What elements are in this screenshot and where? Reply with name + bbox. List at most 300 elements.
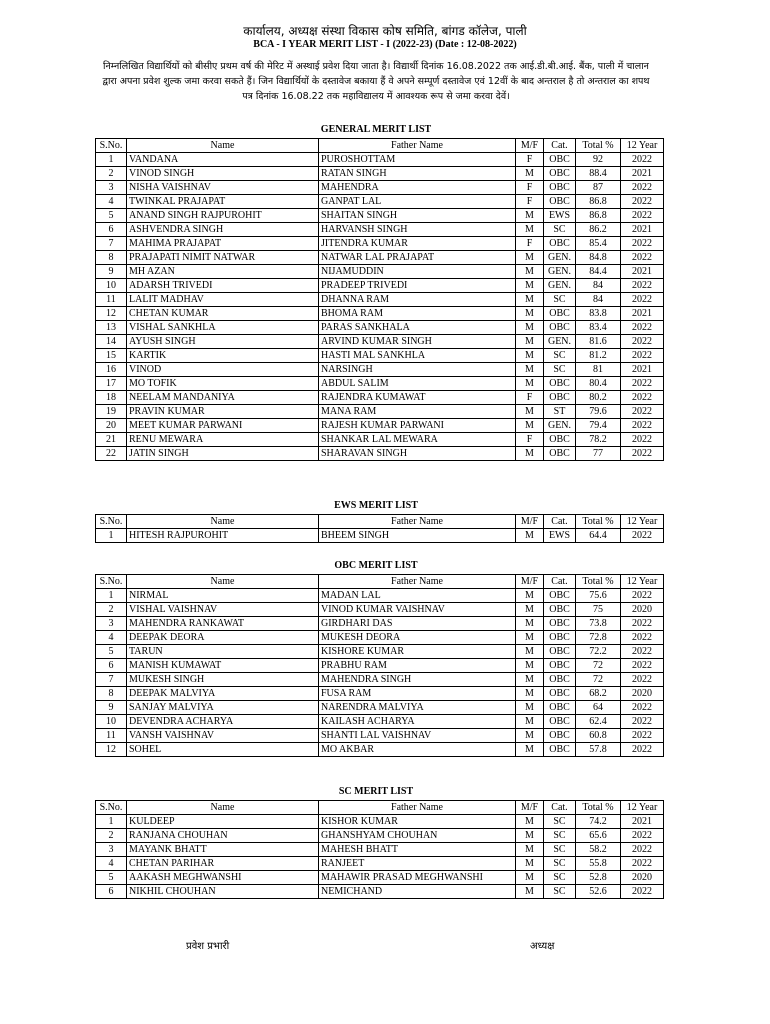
cell-category: SC (544, 857, 576, 871)
column-header-name: Name (127, 575, 319, 589)
table-row (96, 363, 664, 377)
cell-passing-year: 2022 (621, 715, 664, 729)
cell-passing-year: 2022 (621, 405, 664, 419)
cell-sno: 4 (96, 857, 127, 871)
table-row (96, 419, 664, 433)
cell-sno: 7 (96, 673, 127, 687)
cell-name: ASHVENDRA SINGH (127, 223, 319, 237)
column-header-category: Cat. (544, 139, 576, 153)
column-header-gender: M/F (516, 575, 544, 589)
cell-father-name: BHOMA RAM (319, 307, 516, 321)
cell-passing-year: 2022 (621, 321, 664, 335)
cell-category: OBC (544, 589, 576, 603)
cell-category: OBC (544, 687, 576, 701)
cell-name: MAYANK BHATT (127, 843, 319, 857)
cell-gender: M (516, 321, 544, 335)
cell-name: TWINKAL PRAJAPAT (127, 195, 319, 209)
cell-sno: 3 (96, 843, 127, 857)
table-row (96, 659, 664, 673)
cell-name: SOHEL (127, 743, 319, 757)
cell-gender: M (516, 603, 544, 617)
merit-table (95, 800, 664, 899)
cell-gender: M (516, 645, 544, 659)
table-row (96, 335, 664, 349)
cell-father-name: RAJENDRA KUMAWAT (319, 391, 516, 405)
cell-sno: 9 (96, 701, 127, 715)
column-header-gender: M/F (516, 801, 544, 815)
cell-name: AYUSH SINGH (127, 335, 319, 349)
cell-gender: M (516, 589, 544, 603)
cell-category: OBC (544, 167, 576, 181)
table-row (96, 743, 664, 757)
cell-gender: M (516, 871, 544, 885)
table-row (96, 405, 664, 419)
table-row (96, 377, 664, 391)
cell-category: OBC (544, 181, 576, 195)
cell-gender: M (516, 701, 544, 715)
cell-passing-year: 2022 (621, 843, 664, 857)
cell-sno: 5 (96, 645, 127, 659)
cell-sno: 8 (96, 687, 127, 701)
cell-sno: 5 (96, 871, 127, 885)
cell-name: MUKESH SINGH (127, 673, 319, 687)
cell-passing-year: 2020 (621, 603, 664, 617)
cell-total-percent: 52.6 (576, 885, 621, 899)
section-title: EWS MERIT LIST (334, 500, 418, 511)
cell-category: OBC (544, 321, 576, 335)
cell-passing-year: 2022 (621, 237, 664, 251)
cell-passing-year: 2021 (621, 265, 664, 279)
table-row (96, 181, 664, 195)
cell-name: MO TOFIK (127, 377, 319, 391)
cell-passing-year: 2022 (621, 181, 664, 195)
table-row (96, 645, 664, 659)
table-row (96, 167, 664, 181)
cell-sno: 6 (96, 659, 127, 673)
cell-name: CHETAN PARIHAR (127, 857, 319, 871)
cell-name: RANJANA CHOUHAN (127, 829, 319, 843)
cell-name: NEELAM MANDANIYA (127, 391, 319, 405)
cell-sno: 17 (96, 377, 127, 391)
cell-father-name: DHANNA RAM (319, 293, 516, 307)
cell-category: OBC (544, 391, 576, 405)
column-header-sno: S.No. (96, 575, 127, 589)
cell-father-name: GHANSHYAM CHOUHAN (319, 829, 516, 843)
cell-passing-year: 2022 (621, 391, 664, 405)
cell-category: GEN. (544, 265, 576, 279)
cell-father-name: FUSA RAM (319, 687, 516, 701)
cell-name: VINOD SINGH (127, 167, 319, 181)
cell-name: LALIT MADHAV (127, 293, 319, 307)
cell-total-percent: 88.4 (576, 167, 621, 181)
table-row (96, 223, 664, 237)
cell-passing-year: 2021 (621, 363, 664, 377)
cell-category: GEN. (544, 419, 576, 433)
cell-name: NIRMAL (127, 589, 319, 603)
cell-gender: M (516, 209, 544, 223)
cell-sno: 9 (96, 265, 127, 279)
cell-category: SC (544, 885, 576, 899)
cell-passing-year: 2022 (621, 829, 664, 843)
cell-sno: 15 (96, 349, 127, 363)
cell-sno: 22 (96, 447, 127, 461)
cell-total-percent: 77 (576, 447, 621, 461)
cell-total-percent: 79.4 (576, 419, 621, 433)
cell-total-percent: 81 (576, 363, 621, 377)
cell-category: OBC (544, 153, 576, 167)
table-row (96, 715, 664, 729)
table-header-row (96, 575, 664, 589)
cell-total-percent: 65.6 (576, 829, 621, 843)
cell-total-percent: 68.2 (576, 687, 621, 701)
cell-total-percent: 81.2 (576, 349, 621, 363)
table-header-row (96, 515, 664, 529)
cell-sno: 6 (96, 223, 127, 237)
cell-name: VISHAL SANKHLA (127, 321, 319, 335)
cell-father-name: NARSINGH (319, 363, 516, 377)
column-header-category: Cat. (544, 801, 576, 815)
cell-sno: 4 (96, 195, 127, 209)
cell-name: MEET KUMAR PARWANI (127, 419, 319, 433)
cell-name: ADARSH TRIVEDI (127, 279, 319, 293)
cell-name: DEVENDRA ACHARYA (127, 715, 319, 729)
cell-category: GEN. (544, 335, 576, 349)
cell-total-percent: 73.8 (576, 617, 621, 631)
section-title: GENERAL MERIT LIST (320, 124, 432, 135)
column-header-sno: S.No. (96, 801, 127, 815)
cell-passing-year: 2022 (621, 617, 664, 631)
table-row (96, 617, 664, 631)
cell-gender: M (516, 405, 544, 419)
cell-total-percent: 75 (576, 603, 621, 617)
cell-gender: M (516, 363, 544, 377)
column-header-passing-year: 12 Year (621, 801, 664, 815)
cell-passing-year: 2021 (621, 167, 664, 181)
cell-sno: 14 (96, 335, 127, 349)
cell-category: SC (544, 293, 576, 307)
cell-father-name: SHARAVAN SINGH (319, 447, 516, 461)
cell-sno: 10 (96, 279, 127, 293)
cell-sno: 1 (96, 589, 127, 603)
cell-father-name: SHANTI LAL VAISHNAV (319, 729, 516, 743)
cell-gender: M (516, 265, 544, 279)
table-row (96, 885, 664, 899)
cell-passing-year: 2022 (621, 447, 664, 461)
cell-name: SANJAY MALVIYA (127, 701, 319, 715)
cell-sno: 10 (96, 715, 127, 729)
cell-total-percent: 84.4 (576, 265, 621, 279)
cell-father-name: MAHESH BHATT (319, 843, 516, 857)
cell-father-name: MUKESH DEORA (319, 631, 516, 645)
merit-table (95, 574, 664, 757)
table-row (96, 829, 664, 843)
cell-gender: F (516, 391, 544, 405)
cell-category: OBC (544, 645, 576, 659)
cell-sno: 6 (96, 885, 127, 899)
cell-total-percent: 78.2 (576, 433, 621, 447)
cell-gender: F (516, 237, 544, 251)
cell-passing-year: 2020 (621, 871, 664, 885)
cell-name: VINOD (127, 363, 319, 377)
table-row (96, 209, 664, 223)
cell-gender: M (516, 279, 544, 293)
cell-total-percent: 92 (576, 153, 621, 167)
cell-gender: M (516, 843, 544, 857)
cell-total-percent: 87 (576, 181, 621, 195)
cell-passing-year: 2020 (621, 687, 664, 701)
cell-sno: 11 (96, 729, 127, 743)
cell-father-name: RANJEET (319, 857, 516, 871)
table-row (96, 195, 664, 209)
cell-category: OBC (544, 237, 576, 251)
cell-father-name: MADAN LAL (319, 589, 516, 603)
cell-total-percent: 57.8 (576, 743, 621, 757)
cell-passing-year: 2022 (621, 659, 664, 673)
cell-category: OBC (544, 617, 576, 631)
cell-passing-year: 2022 (621, 589, 664, 603)
table-row (96, 631, 664, 645)
cell-father-name: ABDUL SALIM (319, 377, 516, 391)
cell-category: OBC (544, 377, 576, 391)
cell-passing-year: 2022 (621, 349, 664, 363)
office-title: कार्यालय, अध्यक्ष संस्था विकास कोष समिति, बांगड कॉलेज, पाली (243, 24, 527, 38)
cell-total-percent: 64.4 (576, 529, 621, 543)
cell-total-percent: 72 (576, 673, 621, 687)
cell-passing-year: 2022 (621, 209, 664, 223)
cell-gender: M (516, 167, 544, 181)
cell-total-percent: 84 (576, 279, 621, 293)
column-header-father-name: Father Name (319, 139, 516, 153)
cell-passing-year: 2022 (621, 377, 664, 391)
cell-sno: 8 (96, 251, 127, 265)
cell-father-name: MAHENDRA (319, 181, 516, 195)
cell-father-name: MANA RAM (319, 405, 516, 419)
table-row (96, 265, 664, 279)
cell-passing-year: 2022 (621, 885, 664, 899)
cell-name: PRAJAPATI NIMIT NATWAR (127, 251, 319, 265)
cell-sno: 2 (96, 167, 127, 181)
cell-sno: 4 (96, 631, 127, 645)
table-row (96, 293, 664, 307)
column-header-total-percent: Total % (576, 575, 621, 589)
cell-gender: M (516, 307, 544, 321)
cell-name: KARTIK (127, 349, 319, 363)
cell-father-name: NARENDRA MALVIYA (319, 701, 516, 715)
cell-sno: 3 (96, 617, 127, 631)
cell-father-name: HARVANSH SINGH (319, 223, 516, 237)
cell-name: MH AZAN (127, 265, 319, 279)
cell-gender: M (516, 659, 544, 673)
cell-name: DEEPAK DEORA (127, 631, 319, 645)
cell-sno: 12 (96, 307, 127, 321)
cell-father-name: MO AKBAR (319, 743, 516, 757)
cell-father-name: KAILASH ACHARYA (319, 715, 516, 729)
cell-total-percent: 62.4 (576, 715, 621, 729)
cell-sno: 20 (96, 419, 127, 433)
cell-category: GEN. (544, 251, 576, 265)
cell-name: CHETAN KUMAR (127, 307, 319, 321)
cell-passing-year: 2021 (621, 223, 664, 237)
table-row (96, 321, 664, 335)
column-header-sno: S.No. (96, 139, 127, 153)
table-row (96, 603, 664, 617)
cell-passing-year: 2022 (621, 251, 664, 265)
column-header-name: Name (127, 515, 319, 529)
column-header-sno: S.No. (96, 515, 127, 529)
cell-father-name: RAJESH KUMAR PARWANI (319, 419, 516, 433)
table-row (96, 673, 664, 687)
cell-total-percent: 74.2 (576, 815, 621, 829)
cell-category: OBC (544, 729, 576, 743)
column-header-passing-year: 12 Year (621, 575, 664, 589)
cell-gender: M (516, 829, 544, 843)
cell-gender: M (516, 815, 544, 829)
cell-passing-year: 2021 (621, 307, 664, 321)
merit-table (95, 138, 664, 461)
column-header-total-percent: Total % (576, 515, 621, 529)
column-header-total-percent: Total % (576, 801, 621, 815)
cell-gender: M (516, 631, 544, 645)
cell-category: SC (544, 815, 576, 829)
cell-sno: 12 (96, 743, 127, 757)
cell-name: JATIN SINGH (127, 447, 319, 461)
cell-father-name: RATAN SINGH (319, 167, 516, 181)
cell-total-percent: 75.6 (576, 589, 621, 603)
cell-father-name: NIJAMUDDIN (319, 265, 516, 279)
cell-father-name: MAHENDRA SINGH (319, 673, 516, 687)
cell-gender: M (516, 349, 544, 363)
cell-sno: 16 (96, 363, 127, 377)
cell-name: VANSH VAISHNAV (127, 729, 319, 743)
cell-name: MAHIMA PRAJAPAT (127, 237, 319, 251)
column-header-total-percent: Total % (576, 139, 621, 153)
column-header-father-name: Father Name (319, 515, 516, 529)
cell-father-name: MAHAWIR PRASAD MEGHWANSHI (319, 871, 516, 885)
cell-total-percent: 83.8 (576, 307, 621, 321)
cell-father-name: BHEEM SINGH (319, 529, 516, 543)
cell-total-percent: 55.8 (576, 857, 621, 871)
cell-name: MAHENDRA RANKAWAT (127, 617, 319, 631)
cell-total-percent: 79.6 (576, 405, 621, 419)
cell-passing-year: 2022 (621, 701, 664, 715)
cell-category: OBC (544, 631, 576, 645)
cell-father-name: ARVIND KUMAR SINGH (319, 335, 516, 349)
table-row (96, 279, 664, 293)
table-row (96, 349, 664, 363)
cell-sno: 11 (96, 293, 127, 307)
column-header-category: Cat. (544, 575, 576, 589)
cell-total-percent: 83.4 (576, 321, 621, 335)
table-row (96, 529, 664, 543)
table-row (96, 307, 664, 321)
table-header-row (96, 801, 664, 815)
cell-name: HITESH RAJPUROHIT (127, 529, 319, 543)
cell-category: OBC (544, 701, 576, 715)
cell-father-name: KISHORE KUMAR (319, 645, 516, 659)
cell-passing-year: 2022 (621, 631, 664, 645)
cell-name: TARUN (127, 645, 319, 659)
cell-sno: 2 (96, 829, 127, 843)
cell-gender: M (516, 673, 544, 687)
column-header-passing-year: 12 Year (621, 515, 664, 529)
admission-incharge-signature: प्रवेश प्रभारी (186, 941, 230, 952)
table-row (96, 589, 664, 603)
cell-father-name: PRABHU RAM (319, 659, 516, 673)
column-header-category: Cat. (544, 515, 576, 529)
cell-sno: 1 (96, 529, 127, 543)
cell-passing-year: 2022 (621, 729, 664, 743)
cell-total-percent: 72 (576, 659, 621, 673)
cell-total-percent: 85.4 (576, 237, 621, 251)
table-row (96, 447, 664, 461)
cell-category: OBC (544, 307, 576, 321)
cell-father-name: PRADEEP TRIVEDI (319, 279, 516, 293)
cell-category: ST (544, 405, 576, 419)
cell-sno: 1 (96, 815, 127, 829)
cell-category: OBC (544, 603, 576, 617)
cell-father-name: PUROSHOTTAM (319, 153, 516, 167)
cell-name: MANISH KUMAWAT (127, 659, 319, 673)
cell-total-percent: 81.6 (576, 335, 621, 349)
cell-sno: 18 (96, 391, 127, 405)
cell-category: OBC (544, 715, 576, 729)
cell-sno: 3 (96, 181, 127, 195)
cell-father-name: HASTI MAL SANKHLA (319, 349, 516, 363)
cell-gender: M (516, 223, 544, 237)
table-row (96, 433, 664, 447)
cell-total-percent: 58.2 (576, 843, 621, 857)
cell-gender: M (516, 617, 544, 631)
cell-name: PRAVIN KUMAR (127, 405, 319, 419)
cell-name: RENU MEWARA (127, 433, 319, 447)
cell-name: NISHA VAISHNAV (127, 181, 319, 195)
cell-sno: 7 (96, 237, 127, 251)
merit-list-heading: BCA - I YEAR MERIT LIST - I (2022-23) (Date : 12-08-2022) (253, 39, 517, 50)
cell-passing-year: 2021 (621, 815, 664, 829)
cell-passing-year: 2022 (621, 857, 664, 871)
cell-category: OBC (544, 673, 576, 687)
cell-gender: F (516, 181, 544, 195)
table-row (96, 687, 664, 701)
president-signature: अध्यक्ष (530, 941, 555, 952)
cell-gender: M (516, 447, 544, 461)
cell-gender: M (516, 729, 544, 743)
admission-notice: निम्नलिखित विद्यार्थियों को बीसीए प्रथम वर्ष की मेरिट में अस्थाई प्रवेश दिया जाता है। विद्यार्थी दिनांक 16.08.2022 तक आई.डी.बी.आई. बैंक, पाली में चालान द्वारा अपना प्रवेश शुल्क जमा करवा सकते हैं। जिन विद्यार्थियों के दस्तावेज बकाया हैं वे अपने सम्पूर्ण दस्तावेज एवं 12वीं के बाद अन्तराल है तो अन्तराल का शपथ पत्र दिनांक 16.08.22 तक महाविद्यालय में आवश्यक रूप से जमा करवा देवें। (102, 61, 650, 102)
cell-gender: M (516, 715, 544, 729)
column-header-father-name: Father Name (319, 575, 516, 589)
column-header-passing-year: 12 Year (621, 139, 664, 153)
cell-father-name: NEMICHAND (319, 885, 516, 899)
cell-category: OBC (544, 433, 576, 447)
cell-sno: 21 (96, 433, 127, 447)
cell-name: KULDEEP (127, 815, 319, 829)
cell-passing-year: 2022 (621, 419, 664, 433)
cell-category: SC (544, 223, 576, 237)
cell-father-name: PARAS SANKHALA (319, 321, 516, 335)
table-row (96, 701, 664, 715)
table-row (96, 815, 664, 829)
column-header-name: Name (127, 139, 319, 153)
cell-gender: M (516, 743, 544, 757)
cell-name: NIKHIL CHOUHAN (127, 885, 319, 899)
cell-category: OBC (544, 447, 576, 461)
cell-category: OBC (544, 195, 576, 209)
table-row (96, 871, 664, 885)
cell-sno: 13 (96, 321, 127, 335)
cell-passing-year: 2022 (621, 673, 664, 687)
cell-category: SC (544, 349, 576, 363)
cell-total-percent: 64 (576, 701, 621, 715)
